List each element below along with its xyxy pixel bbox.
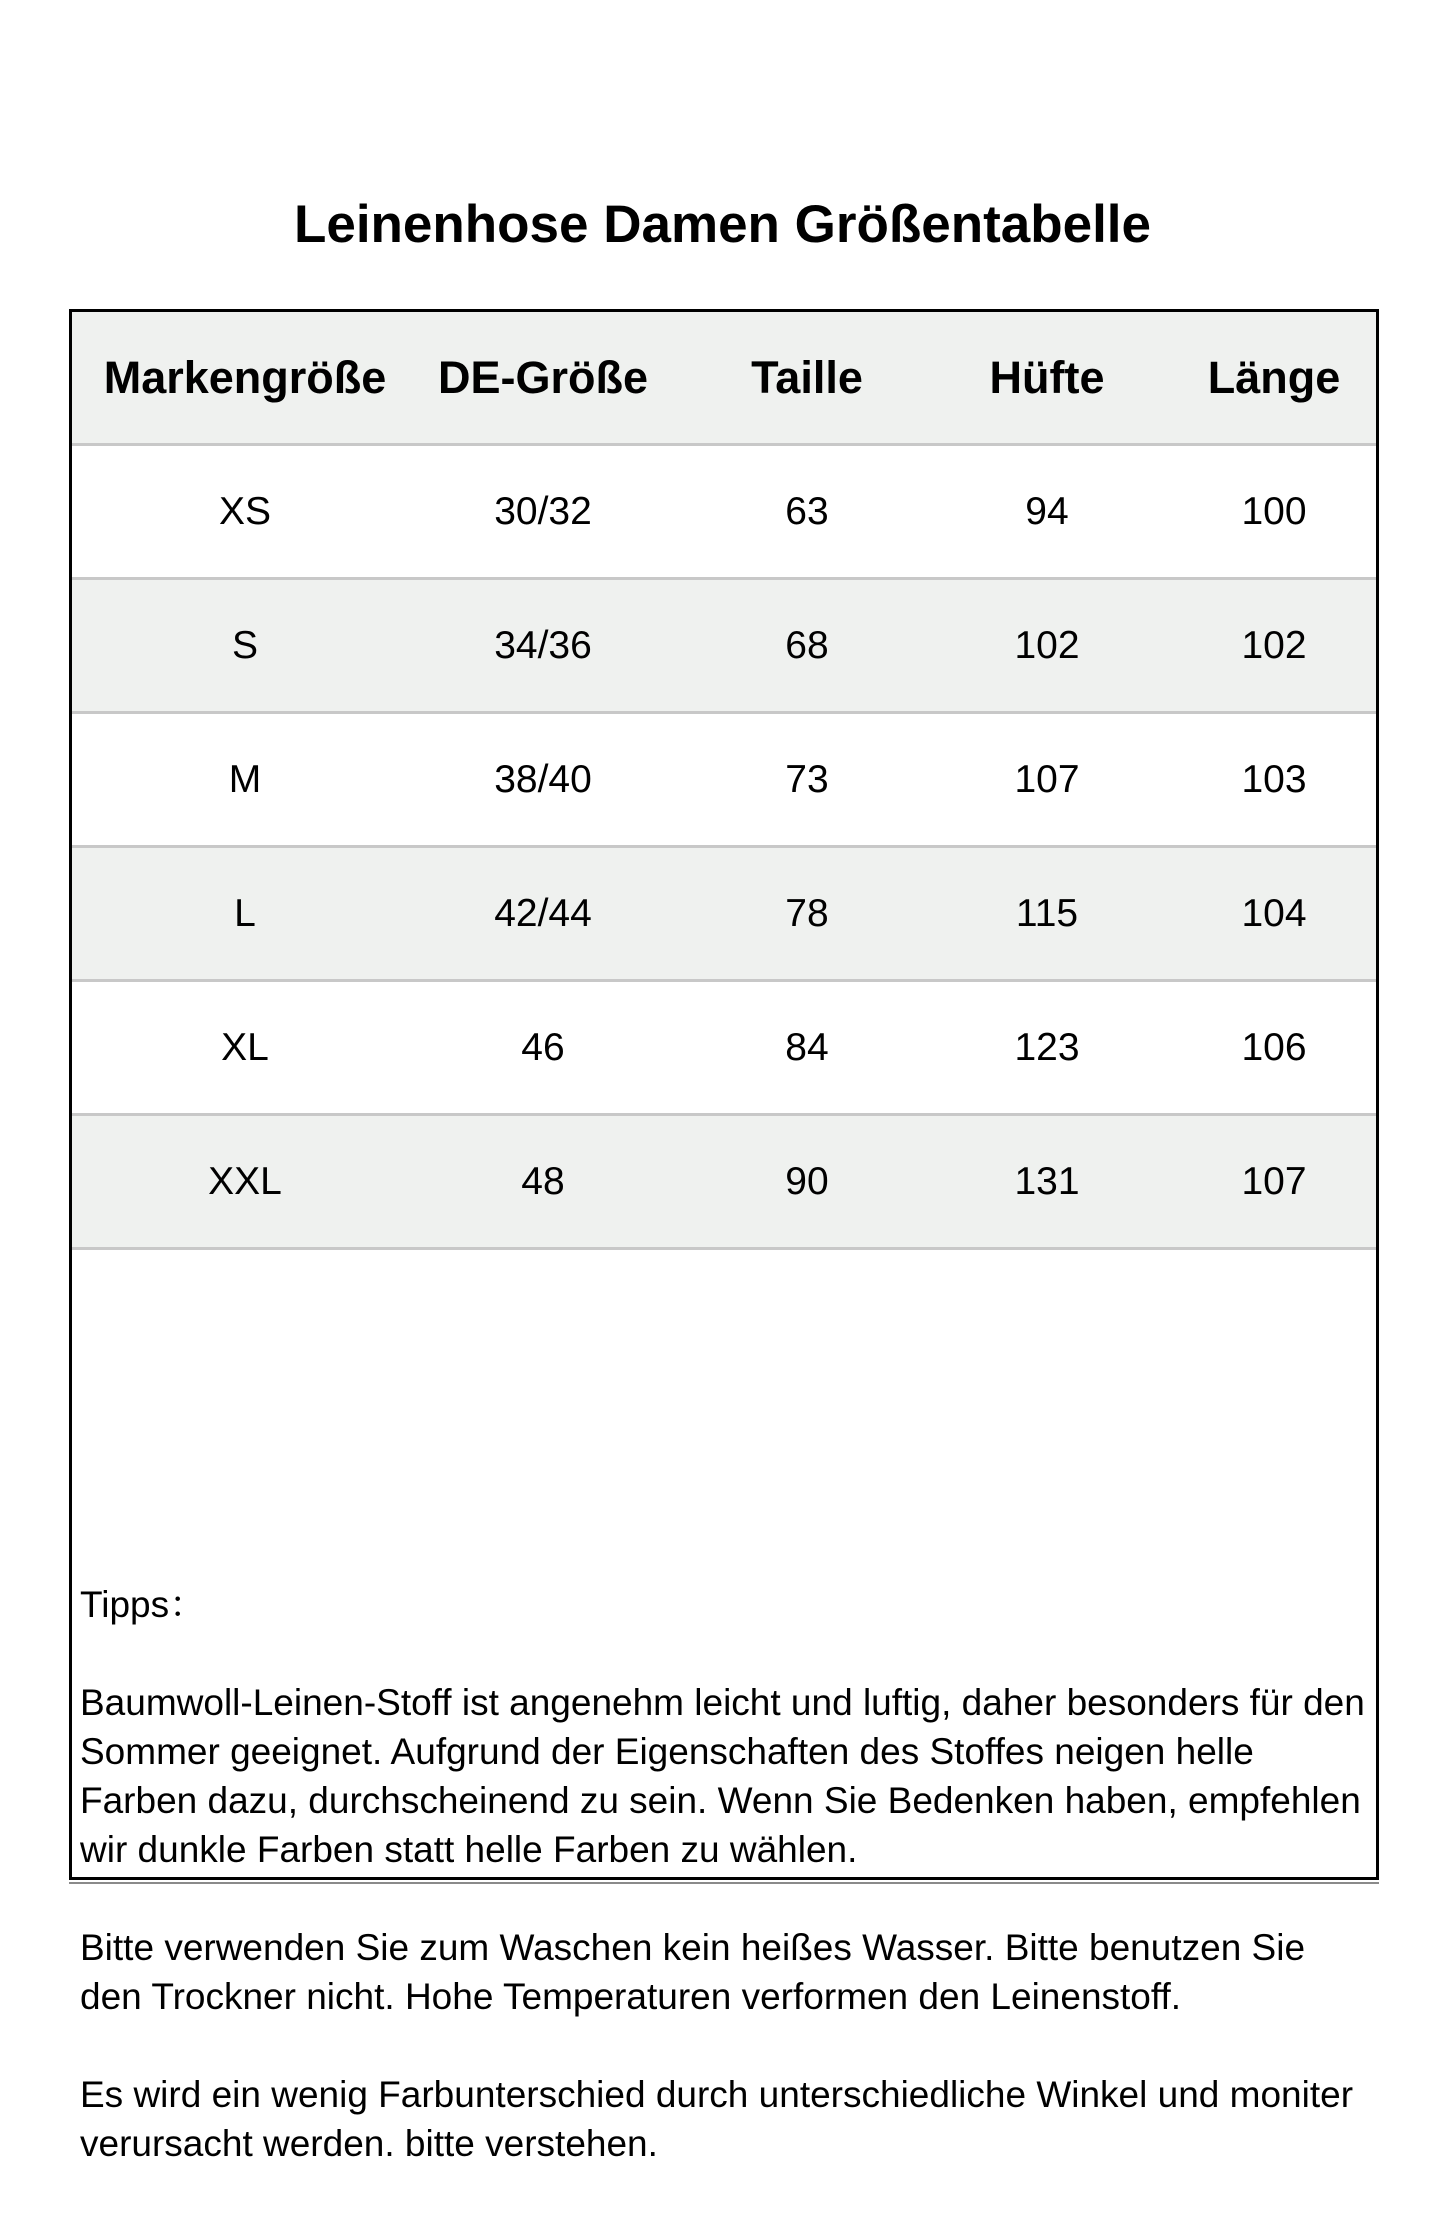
cell-brand-size: L — [234, 892, 256, 935]
cell-hip: 94 — [1025, 490, 1069, 533]
header-brand-size: Markengröße — [103, 352, 387, 403]
cell-brand-size: S — [231, 624, 258, 667]
header-hip: Hüfte — [989, 352, 1105, 403]
cell-de-size: 42/44 — [494, 892, 592, 935]
cell-de-size: 38/40 — [494, 758, 592, 801]
bottom-rule — [69, 1882, 1379, 1884]
cell-brand-size: XXL — [208, 1160, 282, 1203]
table-row — [72, 446, 1376, 580]
cell-de-size: 34/36 — [494, 624, 592, 667]
tips-section — [80, 1567, 1370, 2217]
tips-paragraph-color: Es wird ein wenig Farbunterschied durch unterschiedliche Winkel und moniter verursacht werden. bitte verstehen. — [80, 2074, 1354, 2164]
cell-hip: 123 — [1014, 1026, 1080, 1069]
page-title: Leinenhose Damen Größentabelle — [293, 195, 1152, 254]
tips-paragraph-fabric: Baumwoll-Leinen-Stoff ist angenehm leicht und luftig, daher besonders für den Sommer geeignet. Aufgrund der Eigenschaften des Stoffes neigen helle Farben dazu, durchscheinend zu sein. Wenn Sie Bedenken haben, empfehlen wir dunkle Farben statt helle Farben zu wählen. — [80, 1682, 1365, 1870]
cell-length: 102 — [1241, 624, 1307, 667]
cell-hip: 115 — [1015, 892, 1079, 935]
table-row — [72, 1116, 1376, 1250]
size-chart-frame — [69, 309, 1379, 2164]
cell-length: 107 — [1241, 1160, 1307, 1203]
cell-waist: 78 — [785, 892, 829, 935]
tips-heading: Tipps： — [80, 1584, 207, 1625]
table-header-row — [72, 312, 1376, 446]
cell-length: 103 — [1241, 758, 1307, 801]
table-row — [72, 714, 1376, 848]
cell-de-size: 30/32 — [494, 490, 592, 533]
cell-length: 106 — [1241, 1026, 1307, 1069]
cell-length: 104 — [1241, 892, 1307, 935]
cell-length: 100 — [1241, 490, 1307, 533]
header-waist: Taille — [751, 352, 863, 403]
cell-waist: 63 — [785, 490, 829, 533]
cell-brand-size: XL — [221, 1026, 269, 1069]
cell-hip: 102 — [1014, 624, 1080, 667]
cell-waist: 68 — [785, 624, 829, 667]
cell-waist: 90 — [785, 1160, 829, 1203]
cell-brand-size: XS — [218, 490, 272, 533]
header-de-size: DE-Größe — [437, 352, 648, 403]
cell-waist: 84 — [785, 1026, 829, 1069]
cell-de-size: 46 — [521, 1026, 565, 1069]
table-row — [72, 848, 1376, 982]
table-row — [72, 580, 1376, 714]
header-length: Länge — [1207, 352, 1341, 403]
tips-paragraph-washing: Bitte verwenden Sie zum Waschen kein heißes Wasser. Bitte benutzen Sie den Trockner nicht. Hohe Temperaturen verformen den Leinenstoff. — [80, 1927, 1306, 2017]
cell-hip: 131 — [1014, 1160, 1080, 1203]
table-row — [72, 982, 1376, 1116]
cell-brand-size: M — [228, 758, 262, 801]
cell-hip: 107 — [1014, 758, 1080, 801]
cell-waist: 73 — [785, 758, 829, 801]
cell-de-size: 48 — [521, 1160, 565, 1203]
